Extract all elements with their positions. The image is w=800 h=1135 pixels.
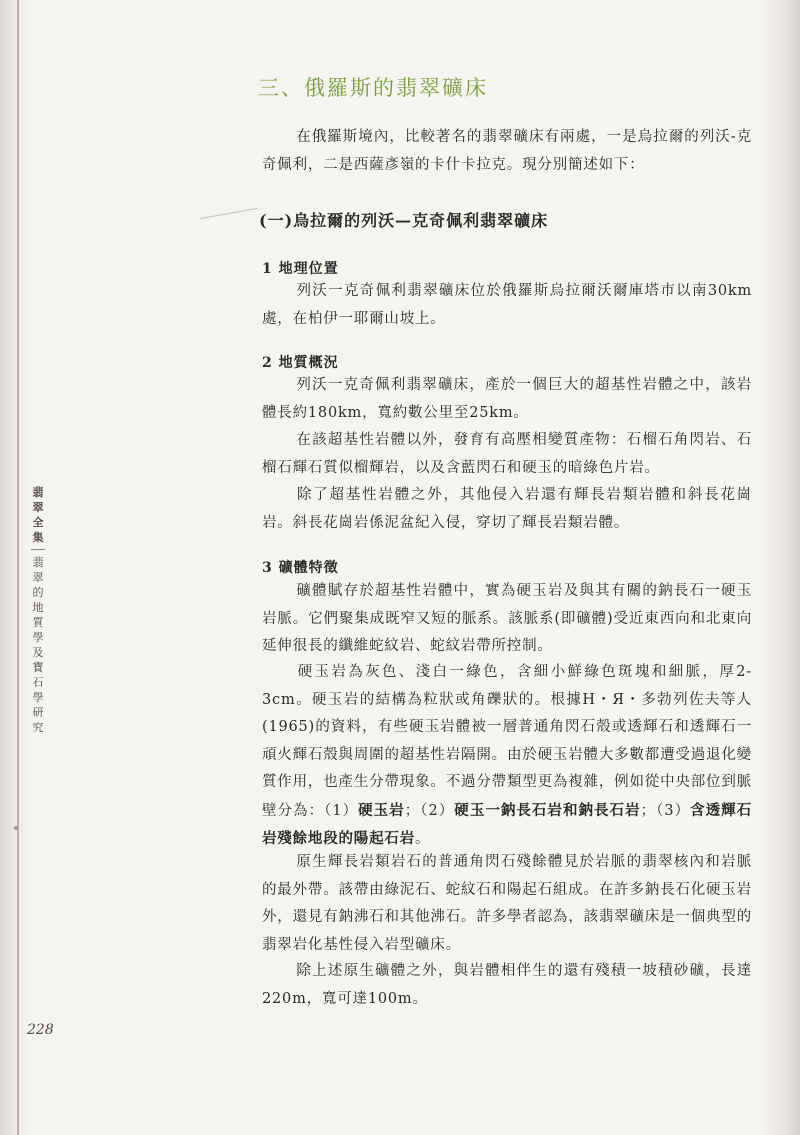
zone-1: 硬玉岩 xyxy=(358,801,405,819)
running-side-label xyxy=(30,485,46,735)
subsection-title: (一)烏拉爾的列沃—克奇佩利翡翠礦床 xyxy=(259,211,549,230)
geology-paragraph-1: 列沃一克奇佩利翡翠礦床，產於一個巨大的超基性岩體之中，該岩體長約180km，寬約數公里至25km。 xyxy=(262,377,752,421)
zone-3: 含透輝石岩殘餘地段的陽起石岩 xyxy=(262,801,753,847)
book-title: 翡翠的地質學及寶石學研究 xyxy=(32,556,44,734)
paper-mark xyxy=(14,826,18,830)
orebody-paragraph-2: 硬玉岩為灰色、淺白一綠色，含細小鮮綠色斑塊和細脈，厚2-3cm。硬玉岩的結構為粒狀或角礫狀的。根據H・Я・多勃列佐夫等人(1965)的資料，有些硬玉岩體被一層普通角閃石殼或透輝石和透輝石一頑火輝石殼與周圍的超基性岩隔開。由於硬玉岩體大多數都遭受過退化變質作用，也產生分帶現象。不過分帶類型更為複雜，例如從中央部位到脈壁分為：（1）硬玉岩；（2）硬玉一鈉長石岩和鈉長石岩；（3）含透輝石岩殘餘地段的陽起石岩。 xyxy=(262,664,753,847)
geology-paragraph-2: 在該超基性岩體以外，發育有高壓相變質產物：石榴石角閃岩、石榴石輝石質似榴輝岩，以及含藍閃石和硬玉的暗綠色片岩。 xyxy=(262,432,752,476)
item-heading-location: 1 地理位置 xyxy=(262,261,339,277)
page-number: 228 xyxy=(27,1022,54,1038)
location-paragraph: 列沃一克奇佩利翡翠礦床位於俄羅斯烏拉爾沃爾庫塔市以南30km處，在柏伊一耶爾山坡上。 xyxy=(262,283,752,327)
item-heading-orebody: 3 礦體特徵 xyxy=(262,560,339,576)
binding-gutter xyxy=(17,0,19,1135)
side-divider xyxy=(31,549,45,550)
series-title: 翡翠全集 xyxy=(32,486,44,544)
orebody-paragraph-4: 除上述原生礦體之外，與岩體相伴生的還有殘積一坡積砂礦，長達220m，寬可達100m。 xyxy=(262,963,752,1007)
section-title: 三、俄羅斯的翡翠礦床 xyxy=(258,76,488,100)
zone-2: 硬玉一鈉長石岩和鈉長石岩 xyxy=(454,801,641,819)
item-heading-geology: 2 地質概況 xyxy=(262,355,339,371)
orebody-paragraph-3: 原生輝長岩類岩石的普通角閃石殘餘體見於岩脈的翡翠核內和岩脈的最外帶。該帶由綠泥石、蛇紋石和陽起石組成。在許多鈉長石化硬玉岩外，還見有鈉沸石和其他沸石。許多學者認為，該翡翠礦床是一個典型的翡翠岩化基性侵入岩型礦床。 xyxy=(262,854,752,953)
intro-paragraph: 在俄羅斯境內，比較著名的翡翠礦床有兩處，一是烏拉爾的列沃-克奇佩利，二是西薩彥嶺的卡什卡拉克。現分別簡述如下： xyxy=(262,129,752,173)
geology-paragraph-3: 除了超基性岩體之外，其他侵入岩還有輝長岩類岩體和斜長花崗岩。斜長花崗岩係泥盆紀入侵，穿切了輝長岩類岩體。 xyxy=(262,487,752,531)
orebody-paragraph-1: 礦體賦存於超基性岩體中，實為硬玉岩及與其有關的鈉長石一硬玉岩脈。它們聚集成既窄又短的脈系。該脈系(即礦體)受近東西向和北東向延伸很長的纖維蛇紋岩、蛇紋岩帶所控制。 xyxy=(262,583,752,654)
